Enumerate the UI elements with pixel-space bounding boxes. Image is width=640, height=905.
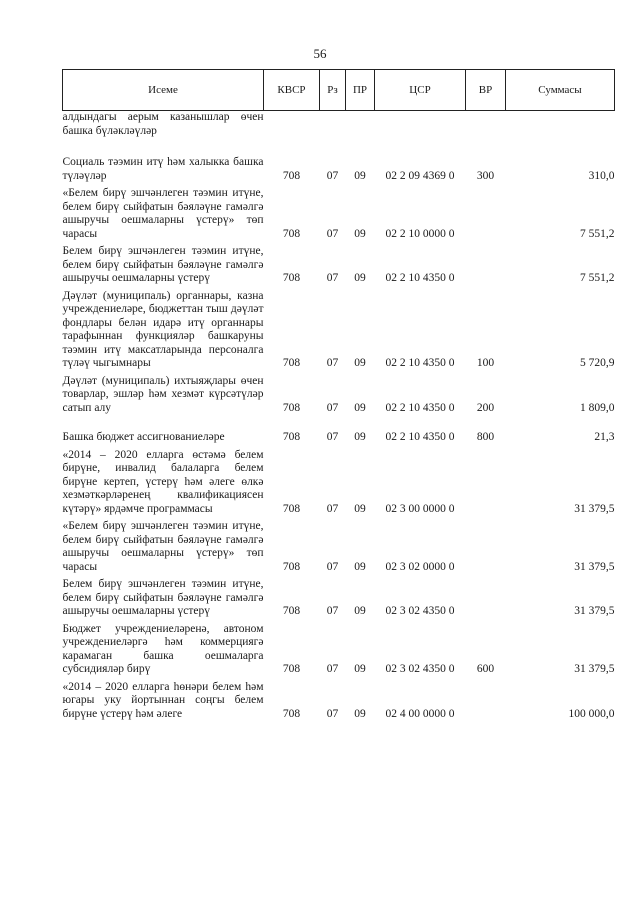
table-row — [63, 241, 615, 286]
table-row — [63, 677, 615, 722]
row-rz-cell: 07 — [326, 560, 339, 573]
row-pr-cell: 09 — [354, 431, 366, 443]
row-pr-cell: 09 — [354, 169, 366, 182]
column-header-amount: Суммасы — [506, 70, 615, 111]
row-csr-cell: 02 3 00 0000 0 — [385, 502, 455, 515]
row-rz-cell: 07 — [326, 431, 339, 443]
column-header-vr: ВР — [466, 70, 506, 111]
page-number: 56 — [313, 46, 327, 61]
row-rz-cell: 07 — [326, 401, 339, 414]
table-row — [63, 445, 615, 517]
row-pr-cell: 09 — [354, 272, 366, 284]
row-kvsr-cell — [264, 111, 320, 139]
row-pr-cell — [346, 111, 375, 139]
row-kvsr-cell: 708 — [282, 707, 301, 720]
row-kvsr-cell: 708 — [282, 401, 301, 414]
table-row — [63, 286, 615, 371]
row-csr-cell: 02 3 02 4350 0 — [385, 663, 455, 675]
row-pr-cell: 09 — [354, 401, 366, 414]
row-name-cell: «Белем бирү эшчәнлеген тәэмин итүне, белем бирү сыйфатын бәяләүне гамәлгә ашыручы оешмаларны үстерү» төп чарасы — [62, 187, 264, 240]
row-amount-cell: 310,0 — [588, 169, 615, 182]
row-csr-cell: 02 2 10 4350 0 — [385, 431, 455, 443]
row-vr-cell — [466, 183, 506, 241]
row-amount-cell: 1 809,0 — [580, 401, 615, 414]
row-name-cell: Белем бирү эшчәнлеген тәэмин итүне, белем бирү сыйфатын бәяләүне гамәлгә ашыручы оешмаларны үстерү — [62, 578, 264, 617]
row-csr-cell: 02 2 09 4369 0 — [385, 169, 455, 182]
table-row — [63, 138, 615, 183]
table-row — [63, 415, 615, 445]
row-vr-cell: 200 — [476, 401, 495, 414]
row-amount-cell — [506, 111, 615, 139]
row-vr-cell — [466, 241, 506, 286]
column-header-name: Исеме — [63, 70, 264, 111]
row-pr-cell: 09 — [354, 357, 366, 369]
row-kvsr-cell: 708 — [282, 605, 301, 617]
row-vr-cell: 800 — [476, 431, 495, 443]
row-csr-cell: 02 4 00 0000 0 — [385, 707, 455, 720]
row-pr-cell: 09 — [354, 663, 366, 675]
table-row — [63, 619, 615, 677]
row-csr-cell: 02 2 10 4350 0 — [385, 357, 455, 369]
row-pr-cell: 09 — [354, 227, 366, 240]
row-name-cell: Башка бюджет ассигнованиеләре — [62, 431, 225, 443]
row-name-cell: Белем бирү эшчәнлеген тәэмин итүне, белем бирү сыйфатын бәяләүне гамәлгә ашыручы оешмаларны үстерү — [62, 245, 264, 284]
budget-table — [62, 69, 615, 721]
row-amount-cell: 31 379,5 — [574, 502, 615, 515]
row-csr-cell: 02 2 10 4350 0 — [385, 401, 455, 414]
row-rz-cell: 07 — [326, 227, 339, 240]
row-name-cell: Дәүләт (муниципаль) органнары, казна учреждениеләре, бюджеттан тыш дәүләт фондлары белән идарә итү органнары тарафыннан функцияләр башкаруны тәэмин итү максатларында персоналга түләү чыгымнары — [62, 289, 264, 369]
column-header-kvsr: КВСР — [264, 70, 320, 111]
row-amount-cell: 31 379,5 — [574, 560, 615, 573]
row-vr-cell — [466, 516, 506, 574]
row-vr-cell — [466, 111, 506, 139]
row-rz-cell: 07 — [326, 605, 339, 617]
row-kvsr-cell: 708 — [282, 431, 301, 443]
row-rz-cell: 07 — [326, 169, 339, 182]
table-row — [63, 516, 615, 574]
row-rz-cell: 07 — [326, 707, 339, 720]
row-pr-cell: 09 — [354, 560, 366, 573]
row-amount-cell: 31 379,5 — [574, 605, 615, 617]
row-amount-cell: 7 551,2 — [580, 272, 615, 284]
row-vr-cell — [466, 574, 506, 619]
row-kvsr-cell: 708 — [282, 272, 301, 284]
row-amount-cell: 100 000,0 — [568, 707, 615, 720]
row-pr-cell: 09 — [354, 707, 366, 720]
row-pr-cell: 09 — [354, 605, 366, 617]
row-kvsr-cell: 708 — [282, 357, 301, 369]
row-kvsr-cell: 708 — [282, 560, 301, 573]
row-vr-cell — [466, 445, 506, 517]
row-rz-cell: 07 — [326, 502, 339, 515]
row-rz-cell: 07 — [326, 272, 339, 284]
row-kvsr-cell: 708 — [282, 502, 301, 515]
row-name-cell: Дәүләт (муниципаль) ихтыяҗлары өчен товарлар, эшләр һәм хезмәт күрсәтүләр сатып алу — [62, 374, 264, 414]
row-kvsr-cell: 708 — [282, 227, 301, 240]
row-amount-cell: 21,3 — [594, 431, 615, 443]
row-kvsr-cell: 708 — [282, 663, 301, 675]
row-name-cell: Бюджет учреждениеләренә, автоном учреждениеләргә һәм коммерциягә карамаган башка оешмаларга субсидияләр бирү — [62, 622, 264, 675]
column-header-pr: ПР — [346, 70, 375, 111]
row-kvsr-cell: 708 — [282, 169, 301, 182]
row-rz-cell: 07 — [326, 357, 339, 369]
row-name-cell: Социаль тәэмин итү һәм халыкка башка түләүләр — [62, 156, 264, 182]
row-name-cell: «2014 – 2020 елларга өстәмә белем бирүне, инвалид балаларга белем бирүне кертеп, үстерү һәм әлеге өлкә хезмәткәрләренең квалификациясен күтәрү» ярдәмче программасы — [62, 448, 264, 515]
row-name-cell: «Белем бирү эшчәнлеген тәэмин итүне, белем бирү сыйфатын бәяләүне гамәлгә ашыручы оешмаларны үстерү» төп чарасы — [62, 520, 264, 573]
column-header-csr: ЦСР — [375, 70, 466, 111]
row-amount-cell: 7 551,2 — [580, 227, 615, 240]
table-row — [63, 371, 615, 416]
row-csr-cell — [375, 111, 466, 139]
row-amount-cell: 5 720,9 — [580, 357, 615, 369]
row-name-cell: «2014 – 2020 елларга һөнәри белем һәм югары уку йортыннан соңгы белем бирүне үстерү һәм әлеге — [62, 680, 264, 720]
row-name-cell: алдындагы аерым казанышлар өчен башка бүләкләүләр — [62, 111, 264, 137]
row-pr-cell: 09 — [354, 502, 366, 515]
row-csr-cell: 02 3 02 4350 0 — [385, 605, 455, 617]
row-vr-cell: 600 — [476, 663, 495, 675]
row-vr-cell: 100 — [476, 357, 495, 369]
table-row — [63, 183, 615, 241]
row-amount-cell: 31 379,5 — [574, 663, 615, 675]
row-csr-cell: 02 2 10 4350 0 — [385, 272, 455, 284]
table-row — [63, 574, 615, 619]
table-row — [63, 111, 615, 139]
row-csr-cell: 02 2 10 0000 0 — [385, 227, 455, 240]
row-vr-cell — [466, 677, 506, 722]
table-body — [63, 111, 615, 722]
column-header-rz: Рз — [320, 70, 346, 111]
row-rz-cell: 07 — [326, 663, 339, 675]
table-header-row — [63, 70, 615, 111]
row-vr-cell: 300 — [476, 169, 495, 182]
row-csr-cell: 02 3 02 0000 0 — [385, 560, 455, 573]
row-rz-cell — [320, 111, 346, 139]
